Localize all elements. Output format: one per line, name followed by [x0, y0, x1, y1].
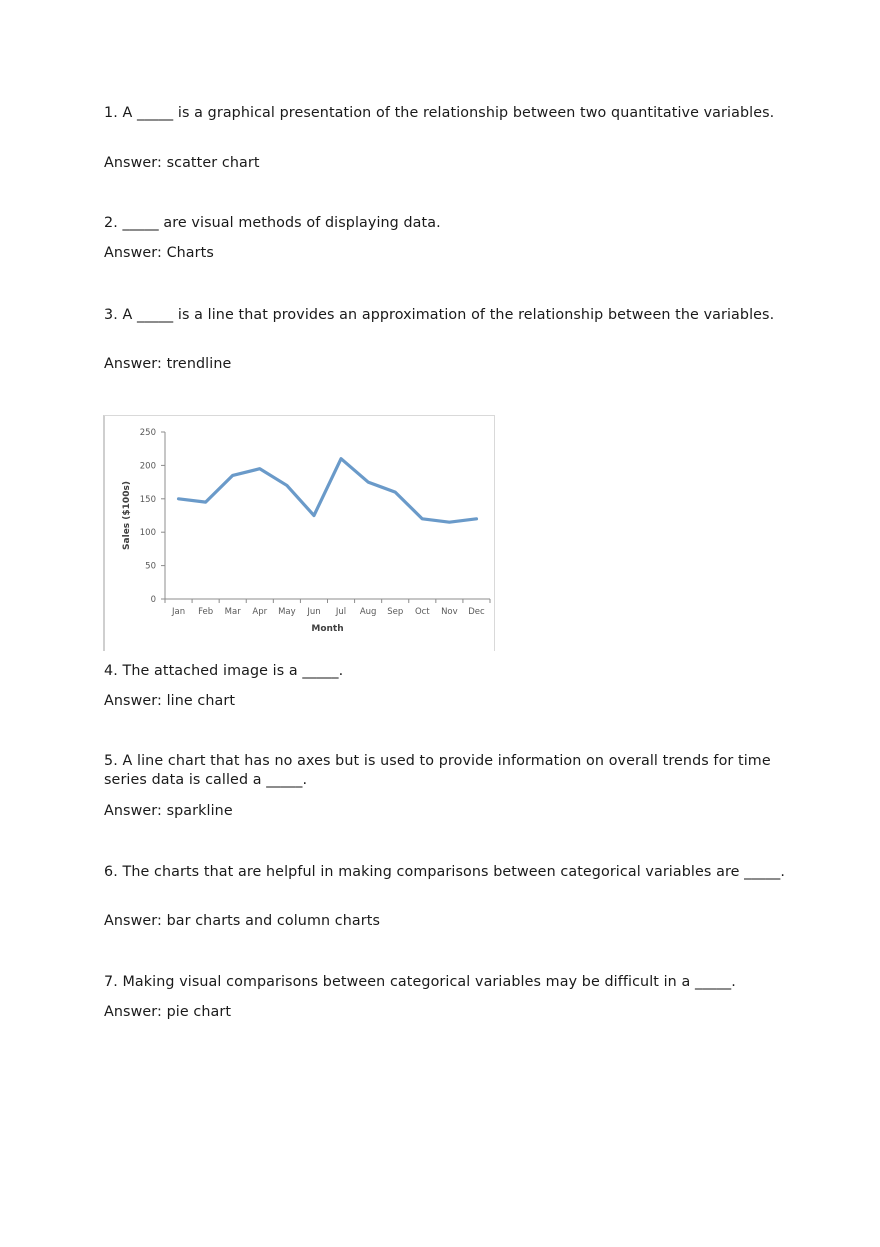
x-tick-label: Oct — [414, 607, 430, 617]
question-1: 1. A _____ is a graphical presentation of the relationship between two quantitative variables. — [104, 105, 775, 121]
answer-1: Answer: scatter chart — [104, 155, 260, 171]
question-6: 6. The charts that are helpful in making comparisons between categorical variables are _____. — [104, 864, 786, 880]
x-tick-label: Aug — [359, 607, 377, 617]
question-7: 7. Making visual comparisons between categorical variables may be difficult in a _____. — [104, 974, 736, 990]
x-tick-label: Feb — [198, 607, 214, 617]
x-tick-label: Dec — [468, 607, 485, 617]
x-tick-label: Jan — [171, 607, 186, 617]
question-4: 4. The attached image is a _____. — [104, 663, 344, 679]
y-tick-label: 0 — [150, 595, 156, 605]
y-axis-title: Sales ($100s) — [122, 481, 132, 550]
answer-5: Answer: sparkline — [104, 803, 233, 819]
question-2: 2. _____ are visual methods of displaying data. — [104, 215, 441, 231]
x-tick-label: Sep — [387, 607, 404, 617]
answer-7: Answer: pie chart — [104, 1004, 232, 1020]
y-tick-label: 250 — [139, 428, 156, 438]
answer-4: Answer: line chart — [104, 693, 236, 709]
x-tick-label: May — [278, 607, 296, 617]
answer-2: Answer: Charts — [104, 245, 214, 261]
chart-svg — [105, 416, 495, 650]
x-tick-label: Apr — [252, 607, 268, 617]
question-5: 5. A line chart that has no axes but is used to provide information on overall trends for time series data is called a _____. — [104, 753, 771, 788]
x-tick-label: Mar — [224, 607, 241, 617]
y-tick-label: 100 — [139, 528, 156, 539]
answer-6: Answer: bar charts and column charts — [104, 913, 381, 929]
y-tick-label: 150 — [139, 494, 156, 505]
series-line-sales — [179, 459, 477, 522]
y-tick-label: 50 — [145, 561, 156, 572]
question-3: 3. A _____ is a line that provides an approximation of the relationship between the variables. — [104, 307, 775, 323]
y-tick-label: 200 — [139, 461, 156, 472]
x-tick-label: Jul — [335, 607, 347, 617]
x-tick-label: Jun — [307, 607, 321, 617]
answer-3: Answer: trendline — [104, 356, 232, 372]
x-tick-label: Nov — [441, 607, 458, 617]
x-axis-title: Month — [311, 624, 344, 634]
sales-line-chart — [103, 415, 495, 651]
